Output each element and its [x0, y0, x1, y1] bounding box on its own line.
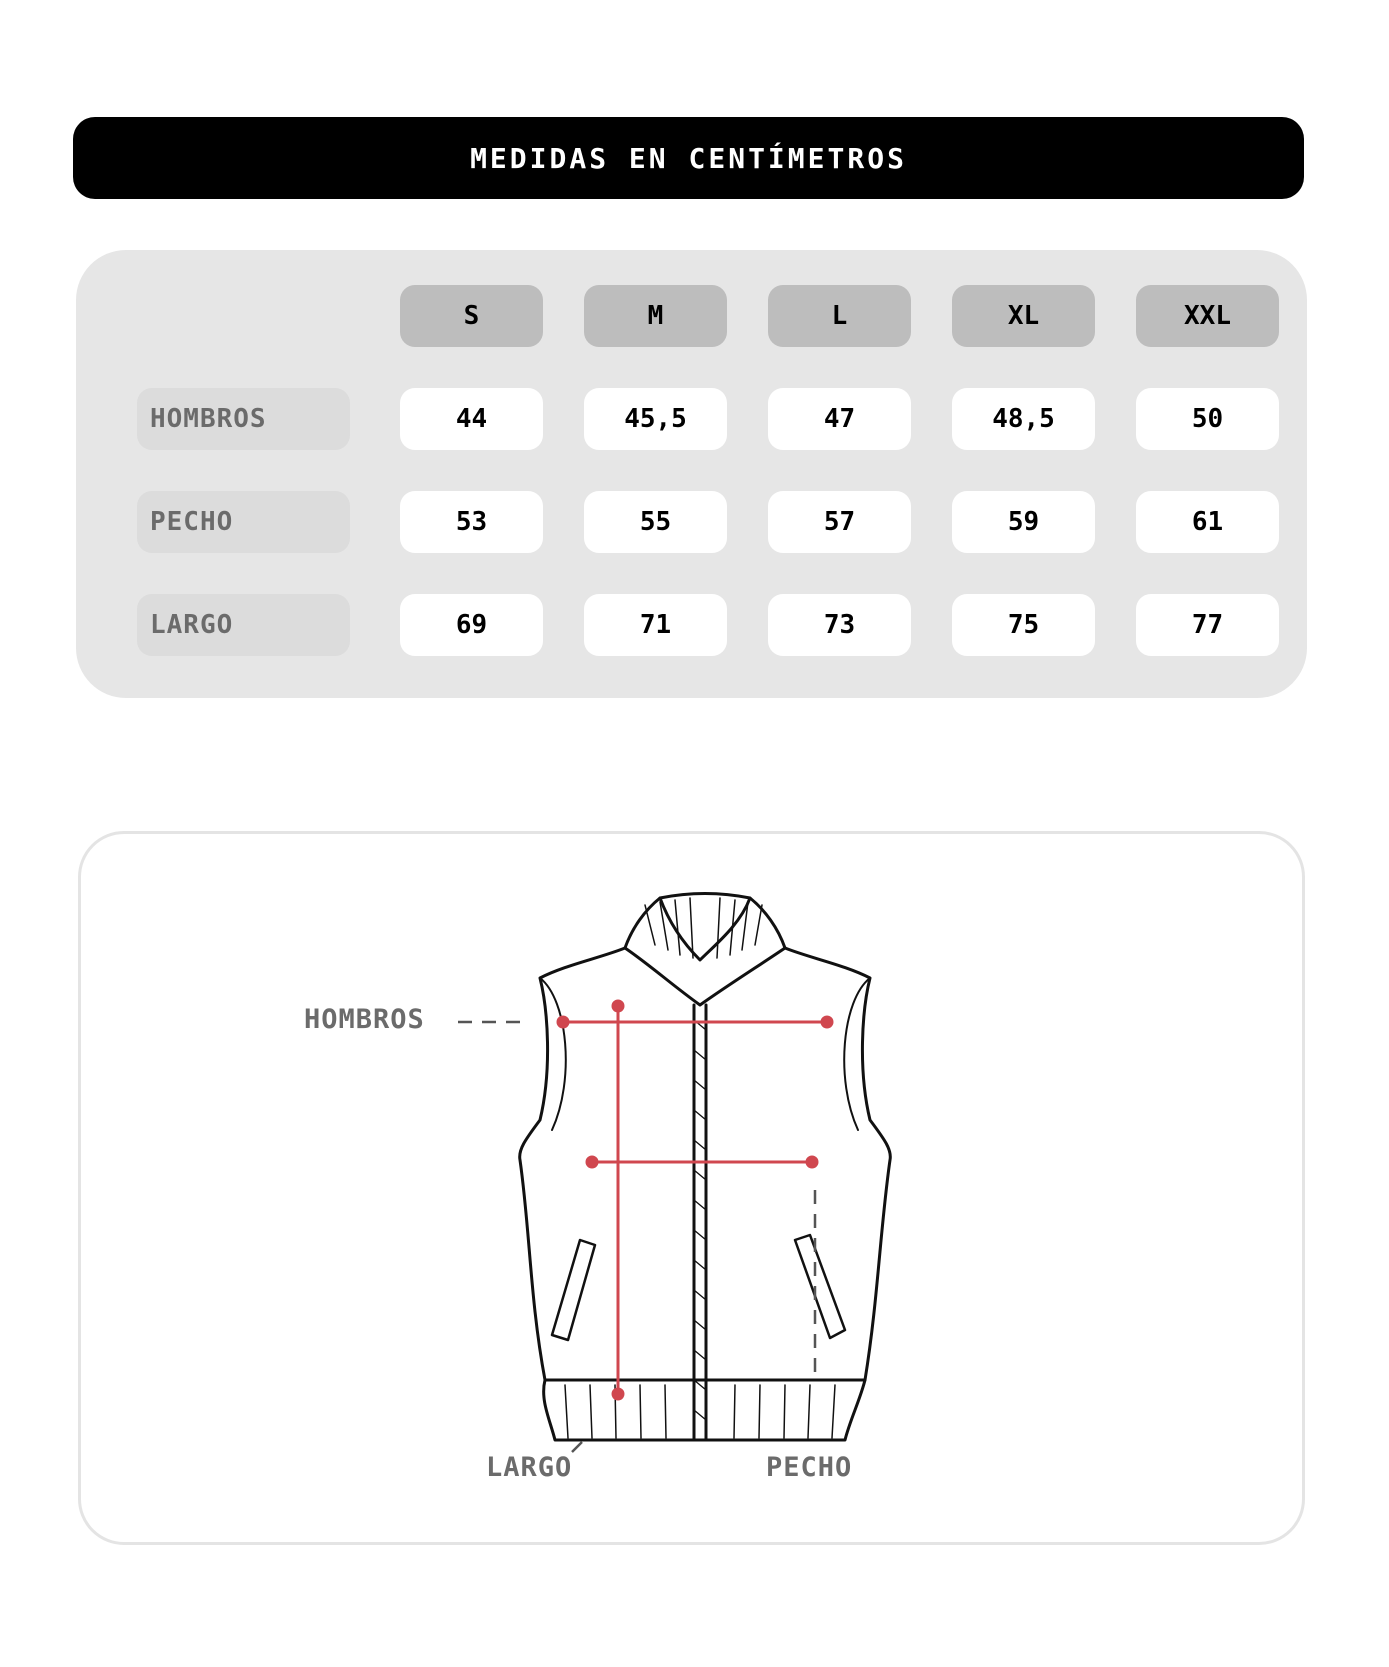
- row-label-largo: LARGO: [137, 594, 350, 656]
- size-header-s: S: [400, 285, 543, 347]
- size-header-l: L: [768, 285, 911, 347]
- vest-zipper: [694, 1005, 706, 1440]
- table-cell: 75: [952, 594, 1095, 656]
- size-header-m: M: [584, 285, 727, 347]
- table-cell: 77: [1136, 594, 1279, 656]
- table-cell: 47: [768, 388, 911, 450]
- table-cell: 73: [768, 594, 911, 656]
- table-cell: 59: [952, 491, 1095, 553]
- table-cell: 61: [1136, 491, 1279, 553]
- diagram-label-largo: LARGO: [486, 1452, 573, 1483]
- table-cell: 71: [584, 594, 727, 656]
- table-cell: 55: [584, 491, 727, 553]
- row-label-hombros: HOMBROS: [137, 388, 350, 450]
- size-header-xl: XL: [952, 285, 1095, 347]
- diagram-label-hombros: HOMBROS: [304, 1004, 425, 1035]
- table-cell: 44: [400, 388, 543, 450]
- table-cell: 57: [768, 491, 911, 553]
- left-pocket: [552, 1240, 595, 1340]
- size-header-xxl: XXL: [1136, 285, 1279, 347]
- table-cell: 48,5: [952, 388, 1095, 450]
- table-cell: 53: [400, 491, 543, 553]
- diagram-label-pecho: PECHO: [766, 1452, 853, 1483]
- table-cell: 50: [1136, 388, 1279, 450]
- right-pocket: [795, 1235, 845, 1338]
- table-cell: 69: [400, 594, 543, 656]
- table-cell: 45,5: [584, 388, 727, 450]
- page-title: MEDIDAS EN CENTÍMETROS: [470, 141, 907, 175]
- row-label-pecho: PECHO: [137, 491, 350, 553]
